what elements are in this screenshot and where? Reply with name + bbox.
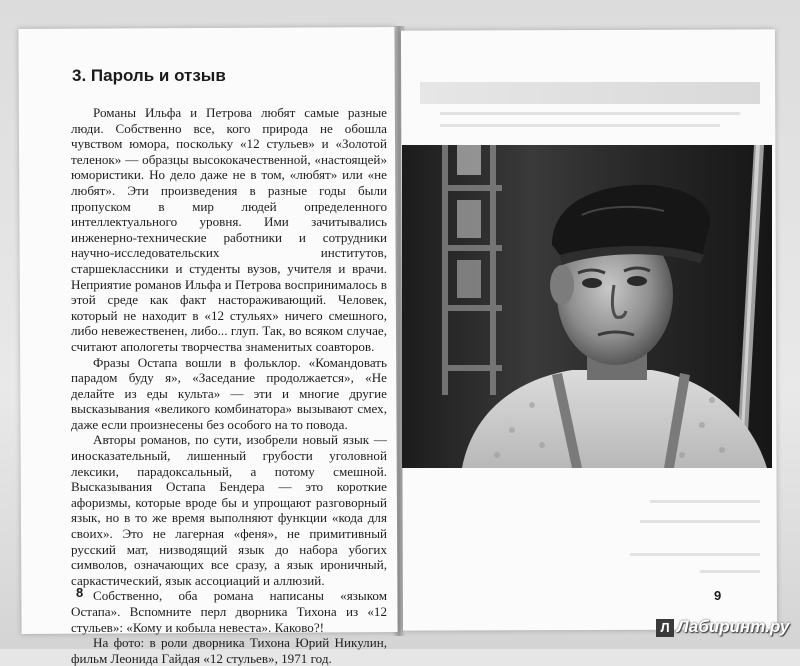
paragraph-3: Авторы романов, по сути, изобрели новый язык — иносказательный, лишенный грубости уголовной лексики, парадоксальный, а потому смешной. Высказывания Остапа Бендера — это короткие афоризмы, которые вроде бы и упрощают разговорный язык, но в то же время выполняют функции «кода для своих». Это не лагерная «феня», не примитивный русский мат, низводящий язык до набора убогих символов, означающих все сразу, а язык ироничный, саркастический, язык ассоциаций и аллюзий. (71, 432, 387, 588)
show-through-band (420, 82, 760, 104)
show-through-line (440, 124, 720, 127)
show-through-line (440, 112, 740, 115)
watermark-text: Лабиринт.ру (677, 617, 790, 636)
show-through-line (630, 553, 760, 556)
site-watermark (656, 617, 789, 637)
paragraph-4: Собственно, оба романа написаны «языком Остапа». Вспомните перл дворника Тихона из «12 стульев»: «Кому и кобыла невеста». Каково?! (71, 588, 387, 635)
page-number-left: 8 (76, 585, 84, 600)
watermark-logo-icon: Л (656, 619, 674, 637)
paragraph-2: Фразы Остапа вошли в фольклор. «Командовать парадом буду я», «Заседание продолжается», «Не делайте из еды культа» — эти и многие другие высказывания «великого комбинатора» вызывают смех, даже если произнесены без особого на то повода. (71, 354, 387, 432)
show-through-line (650, 500, 760, 503)
paragraph-1: Романы Ильфа и Петрова любят самые разные люди. Собственно все, кого природа не обошла чувством юмора, поскольку «12 стульев» и «Золотой теленок» — образцы высококачественной, «настоящей» юмористики. Но дело даже не в том, «любят» или «не любят». Эти произведения в разные годы были пропуском в мир людей определенного интеллектуального уровня. Ими зачитывались инженерно-технические работники и сотрудники научно-исследовательских институтов, старшеклассники и студенты вузов, учителя и врачи. Неприятие романов Ильфа и Петрова воспринималось в этой среде как факт настораживающий. Человек, который не находит в «12 стульях» ничего смешного, либо невежественен, либо... глуп. Так, во всяком случае, считают апологеты творчества знаменитых соавторов. (71, 105, 387, 354)
chapter-heading: 3. Пароль и отзыв (72, 66, 226, 85)
show-through-line (700, 570, 760, 573)
show-through-line (640, 520, 760, 523)
page-number-right: 9 (714, 588, 722, 603)
photo-illustration (402, 145, 772, 468)
chapter-body (71, 105, 387, 666)
film-still-photo (402, 145, 772, 468)
photo-caption: На фото: в роли дворника Тихона Юрий Никулин, фильм Леонида Гайдая «12 стульев», 1971 год. (71, 635, 387, 666)
